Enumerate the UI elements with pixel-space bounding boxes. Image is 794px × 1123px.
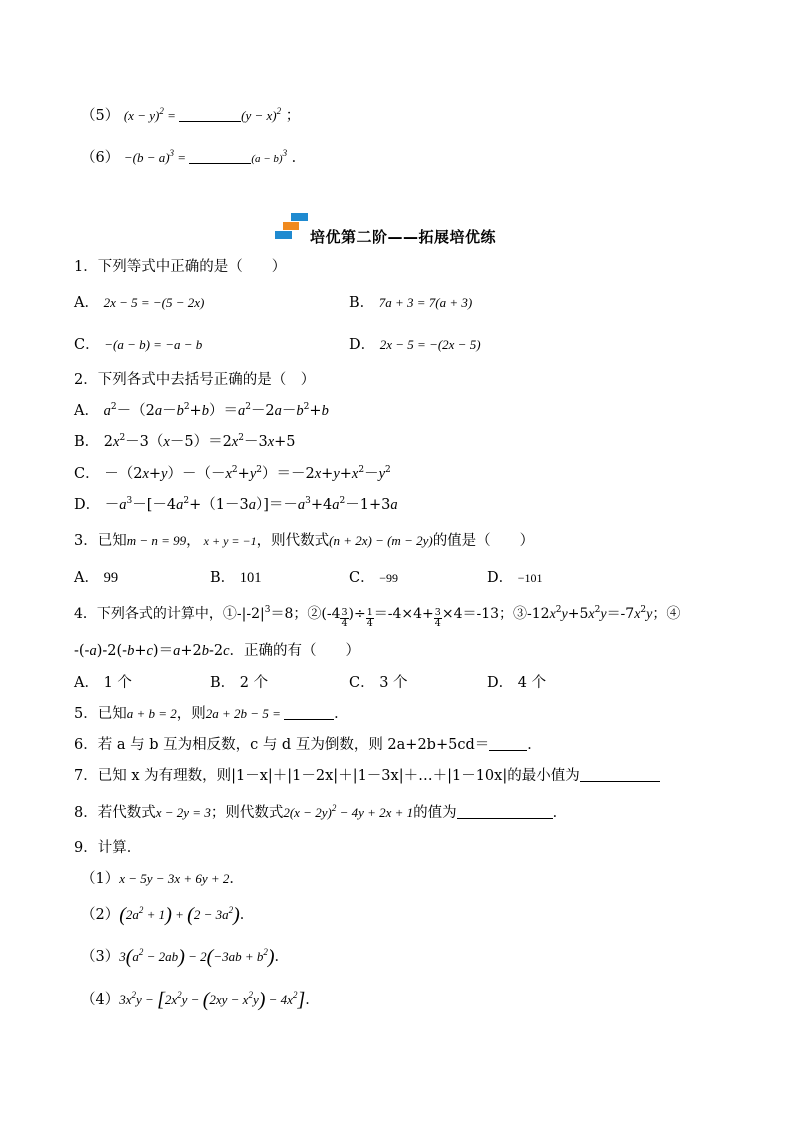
q3-option-c[interactable]: C． −99 [349,570,398,586]
q4-option-b[interactable]: B． 2 个 [210,675,269,691]
item-6: $(6) -(b - a)^3 = (a - b)^3$ ． [81,148,307,166]
q5: 5．已知a + b = 2，则2a + 2b − 5 = ． [74,706,349,722]
q1-option-a[interactable]: A． 2x − 5 = −(5 − 2x) [74,295,205,311]
q2-option-d[interactable]: D． $-a^3-[-4a^2+(1-3a)]=-a^3+4a^2-1+3a$ [74,496,398,513]
q9-item-3: $(3)3(a^2 - 2ab) - 2(-3ab + b^2)$． [81,946,290,968]
q7: 7．已知 x 为有理数，则|1－x|＋|1－2x|＋|1－3x|＋…＋|1－10x|的最小值为 [74,766,660,786]
answer-blank[interactable] [189,150,251,164]
answer-blank[interactable] [489,737,527,751]
q9-item-2: $(2)(2a^2 + 1) + (2 - 3a^2)$． [81,904,255,926]
q4-stem-line1: 4．下列各式的计算中，$①-|-2|^3=8$；②(-4 $\frac{3}{4}$ )÷ $\frac{1}{4}$ ＝-4×4+ $\frac{3}{4}$ ×4＝-13；$③-12x^2y+5x^2y=-7x^2y$；④ [74,605,681,629]
q1-option-b[interactable]: B． 7a + 3 = 7(a + 3) [349,295,473,311]
q8: 8．若代数式x − 2y = 3；则代数式$2(x - 2y)^2 - 4y + 2x + 1$的值为 ． [74,803,568,821]
answer-blank[interactable] [457,805,553,819]
q2-stem: 2．下列各式中去括号正确的是（ ） [74,372,316,388]
q2-option-a[interactable]: A． $a^2-(2a-b^2+b)=a^2-2a-b^2+b$ [74,402,329,419]
q9-item-1: （1）x − 5y − 3x + 6y + 2． [81,871,244,887]
q3-option-b[interactable]: B． 101 [210,570,262,586]
q2-option-c[interactable]: C． $-(2x+y)-(-x^2+y^2)=-2x+y+x^2-y^2$ [74,465,391,482]
section-title: 培优第二阶——拓展培优练 [310,228,497,246]
q1-option-c[interactable]: C． −(a − b) = −a − b [74,337,203,353]
q3-option-d[interactable]: D． −101 [487,570,543,586]
q4-stem-line2: -(-a)-2(-b+c)＝a+2b-2c．正确的有（ ） [74,643,361,659]
q1-stem: 1．下列等式中正确的是（ ） [74,259,287,275]
answer-blank[interactable] [284,706,334,720]
q9-item-4: $(4)3x^2y - [2x^2y - (2xy - x^2y) - 4x^2]$． [81,989,320,1011]
answer-blank[interactable] [179,108,241,122]
section-logo-icon [275,213,309,241]
answer-blank[interactable] [580,768,660,782]
q4-option-a[interactable]: A． 1 个 [74,675,132,691]
q1-option-d[interactable]: D． 2x − 5 = −(2x − 5) [349,337,481,353]
q4-option-d[interactable]: D． 4 个 [487,675,547,691]
q3-stem: 3．已知m − n = 99， x + y = −1，则代数式(n + 2x) − (m − 2y)的值是（ ） [74,533,535,549]
q2-option-b[interactable]: B． $2x^2-3(x-5)=2x^2-3x+5$ [74,433,296,450]
q9-stem: 9．计算． [74,840,142,856]
q4-option-c[interactable]: C． 3 个 [349,675,408,691]
item-5: （5） $(x - y)^2 = (y - x)^2$ ； [81,106,301,124]
q6: 6．若 a 与 b 互为相反数，c 与 d 互为倒数，则 2a+2b+5cd＝ ． [74,737,542,753]
q3-option-a[interactable]: A． 99 [74,570,119,586]
